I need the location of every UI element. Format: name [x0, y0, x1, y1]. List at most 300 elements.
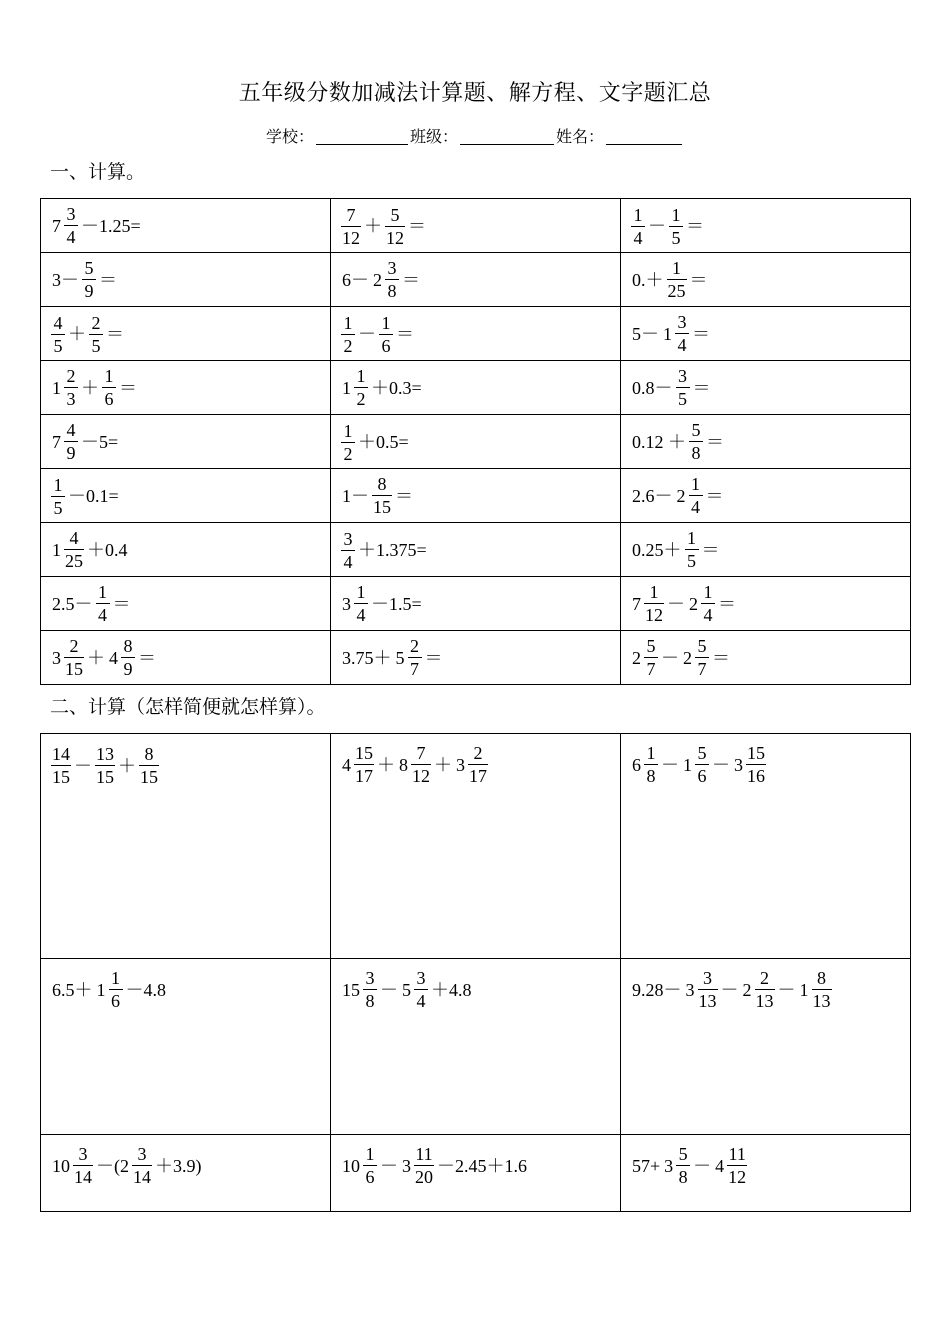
whole-number: 1: [683, 754, 692, 775]
expression-text: －: [693, 1155, 712, 1176]
expression-text: ＝: [99, 269, 117, 290]
math-expression: [340, 206, 428, 247]
table-row: [41, 1135, 911, 1212]
problem-cell[interactable]: [621, 631, 911, 685]
section1-heading: 一、计算。: [50, 162, 146, 183]
expression-text: 9.28－: [632, 979, 682, 1000]
denominator: 16: [747, 766, 765, 786]
math-expression: [50, 637, 158, 678]
denominator: 5: [685, 549, 699, 570]
math-expression: [340, 475, 415, 516]
math-expression: [630, 637, 732, 678]
whole-number: 1: [96, 979, 106, 1000]
denominator: 12: [728, 1167, 747, 1187]
numerator: 5: [84, 258, 94, 278]
table-row: [41, 734, 911, 959]
expression-text: －: [661, 647, 679, 668]
denominator: 9: [82, 279, 96, 300]
expression-text: ＝: [408, 216, 426, 236]
fraction: [64, 367, 78, 408]
expression-text: －2.45＋1.6: [437, 1155, 527, 1176]
whole-number: 1: [52, 377, 61, 398]
numerator: 3: [66, 204, 76, 224]
fraction: [727, 1145, 747, 1186]
numerator: 3: [387, 258, 397, 278]
numerator: 8: [144, 744, 154, 764]
denominator: 2: [341, 442, 355, 463]
table-row: [41, 415, 911, 469]
denominator: 12: [342, 227, 360, 248]
denominator: 8: [644, 764, 658, 785]
problem-cell[interactable]: [331, 199, 621, 253]
numerator: 1: [356, 582, 366, 602]
fraction: [95, 745, 115, 786]
expression-text: 0.8－: [632, 377, 673, 398]
whole-number: 1: [663, 323, 672, 344]
fraction: [385, 259, 399, 300]
fraction: [64, 529, 84, 570]
math-expression: [340, 259, 422, 300]
denominator: 25: [667, 281, 686, 301]
problem-cell[interactable]: [331, 361, 621, 415]
numerator: 1: [98, 582, 107, 602]
denominator: 8: [689, 441, 703, 462]
numerator: 1: [691, 474, 700, 494]
problem-cell[interactable]: [331, 1135, 621, 1212]
numerator: 1: [671, 204, 681, 225]
fraction: [698, 969, 718, 1010]
fraction: [675, 313, 689, 354]
math-expression: [50, 367, 139, 408]
expression-text: ＋: [364, 216, 382, 236]
fraction: [82, 259, 96, 300]
numerator: 7: [416, 743, 426, 763]
numerator: 1: [649, 582, 659, 602]
whole-number: 3: [52, 647, 61, 668]
fraction: [341, 422, 355, 463]
denominator: 4: [354, 603, 368, 624]
whole-number: 4: [715, 1155, 725, 1176]
problem-cell[interactable]: [331, 469, 621, 523]
numerator: 2: [69, 636, 79, 656]
whole-number: 3: [402, 1155, 411, 1176]
denominator: 17: [469, 766, 487, 786]
denominator: 2: [354, 387, 368, 408]
denominator: 8: [385, 279, 399, 300]
denominator: 6: [379, 334, 393, 355]
denominator: 5: [676, 387, 690, 408]
problem-cell[interactable]: [41, 1135, 331, 1212]
expression-text: －: [380, 1155, 398, 1176]
fraction: [354, 744, 374, 785]
math-expression: [50, 1145, 204, 1186]
numerator: 2: [410, 636, 419, 656]
expression-text: ＝: [686, 216, 704, 236]
numerator: 3: [416, 968, 426, 988]
whole-number: 2: [683, 647, 692, 668]
numerator: 5: [691, 420, 701, 440]
problem-cell[interactable]: [41, 415, 331, 469]
whole-number: 5: [395, 647, 405, 668]
expression-text: ＋0.3=: [371, 377, 422, 398]
expression-text: －1.25=: [81, 215, 141, 236]
problem-cell[interactable]: [41, 959, 331, 1135]
problem-cell[interactable]: [621, 307, 911, 361]
class-label: 班级：: [409, 129, 458, 146]
whole-number: 7: [52, 431, 61, 452]
expression-text: 5－: [632, 323, 659, 344]
calc-table: [40, 198, 911, 685]
denominator: 15: [52, 767, 70, 787]
whole-number: 1: [799, 979, 809, 1000]
numerator: 3: [703, 968, 712, 988]
math-expression: [630, 529, 722, 570]
expression-text: －: [667, 593, 685, 614]
denominator: 20: [415, 1167, 433, 1187]
problem-cell[interactable]: [621, 199, 911, 253]
expression-text: 1－: [342, 485, 369, 506]
expression-text: ＝: [395, 485, 413, 506]
expression-text: －0.1=: [68, 486, 119, 506]
denominator: 12: [645, 605, 663, 625]
problem-cell[interactable]: [41, 307, 331, 361]
problem-cell[interactable]: [331, 523, 621, 577]
math-expression: [630, 421, 726, 462]
fraction: [64, 421, 78, 462]
math-expression: [50, 314, 126, 355]
fraction: [411, 744, 431, 785]
denominator: 7: [695, 657, 709, 678]
math-expression: [340, 530, 429, 571]
numerator: 1: [646, 743, 656, 763]
fraction: [341, 206, 361, 247]
whole-number: 3: [456, 754, 465, 775]
fraction: [379, 314, 393, 355]
expression-text: －1.5=: [371, 593, 422, 614]
table-row: [41, 577, 911, 631]
numerator: 1: [687, 528, 696, 548]
numerator: 5: [697, 636, 707, 656]
denominator: 3: [64, 387, 78, 408]
denominator: 15: [96, 767, 114, 787]
fraction: [689, 421, 703, 462]
fraction: [132, 1145, 152, 1186]
expression-text: ＝: [701, 539, 720, 560]
whole-number: 15: [342, 979, 360, 1000]
whole-number: 3: [734, 754, 743, 775]
fraction: [408, 637, 422, 678]
fraction: [372, 475, 392, 516]
whole-number: 3: [342, 593, 351, 614]
fraction: [669, 206, 683, 247]
math-expression: [630, 206, 706, 247]
math-expression: [340, 422, 411, 463]
whole-number: 3: [664, 1155, 674, 1176]
expression-text: ＋: [87, 647, 105, 668]
fraction: [64, 637, 84, 678]
denominator: 13: [698, 991, 717, 1011]
page-title: 五年级分数加减法计算题、解方程、文字题汇总: [238, 80, 712, 105]
denominator: 15: [65, 659, 83, 679]
denominator: 12: [386, 227, 404, 248]
denominator: 14: [133, 1167, 151, 1187]
school-blank[interactable]: [316, 126, 408, 145]
math-expression: [340, 969, 474, 1010]
problem-cell[interactable]: [621, 734, 911, 959]
whole-number: 2: [742, 979, 752, 1000]
name-blank[interactable]: [606, 126, 682, 145]
numerator: 1: [53, 474, 63, 495]
denominator: 14: [74, 1167, 92, 1187]
fraction: [644, 583, 664, 624]
problem-cell[interactable]: [621, 1135, 911, 1212]
fraction: [746, 744, 766, 785]
math-expression: [340, 314, 416, 355]
math-expression: [630, 259, 710, 300]
numerator: 5: [390, 204, 400, 225]
denominator: 5: [51, 334, 65, 355]
math-expression: [50, 259, 119, 300]
denominator: 4: [414, 989, 428, 1010]
expression-text: ＝: [689, 269, 708, 290]
problem-cell[interactable]: [331, 415, 621, 469]
fraction: [64, 205, 78, 246]
denominator: 13: [755, 991, 774, 1011]
denominator: 5: [51, 496, 65, 517]
denominator: 4: [631, 226, 645, 247]
problem-cell[interactable]: [331, 307, 621, 361]
denominator: 13: [812, 991, 831, 1011]
numerator: 3: [343, 528, 353, 549]
denominator: 4: [341, 550, 355, 571]
numerator: 13: [96, 744, 114, 764]
fraction: [676, 1145, 690, 1186]
math-expression: [340, 583, 424, 624]
fraction: [689, 475, 703, 516]
math-expression: [50, 421, 120, 462]
problem-cell[interactable]: [621, 523, 911, 577]
problem-cell[interactable]: [41, 734, 331, 959]
numerator: 7: [346, 204, 356, 225]
fraction: [685, 529, 699, 570]
fraction: [812, 969, 832, 1010]
expression-text: －: [661, 754, 679, 775]
problem-cell[interactable]: [331, 734, 621, 959]
expression-text: ＝: [402, 269, 420, 290]
math-expression: [630, 583, 738, 624]
expression-text: ＋: [81, 377, 99, 398]
table-row: [41, 631, 911, 685]
numerator: 1: [381, 312, 391, 333]
expression-text: ＝: [692, 377, 711, 398]
fraction: [354, 367, 368, 408]
fraction: [631, 206, 645, 247]
problem-cell[interactable]: [621, 959, 911, 1135]
expression-text: ＋0.5=: [358, 432, 409, 452]
whole-number: 5: [402, 979, 411, 1000]
expression-text: ＝: [424, 647, 443, 668]
math-expression: [340, 744, 489, 785]
numerator: 1: [356, 366, 366, 386]
math-expression: [50, 583, 133, 624]
numerator: 2: [91, 312, 101, 333]
denominator: 9: [121, 657, 135, 678]
denominator: 15: [140, 767, 158, 787]
whole-number: 2: [373, 269, 382, 290]
problem-cell[interactable]: [331, 959, 621, 1135]
problem-cell[interactable]: [41, 469, 331, 523]
expression-text: －: [777, 979, 796, 1000]
denominator: 6: [363, 1165, 377, 1186]
denominator: 8: [363, 989, 377, 1010]
fraction: [109, 969, 123, 1010]
whole-number: 1: [52, 539, 61, 560]
fraction: [363, 1145, 377, 1186]
section2-heading: 二、计算（怎样简便就怎样算）。: [50, 697, 326, 718]
denominator: 17: [355, 766, 373, 786]
numerator: 8: [377, 474, 387, 494]
expression-text: ＋1.375=: [358, 540, 427, 560]
expression-text: 0.＋: [632, 269, 664, 290]
table-row: [41, 959, 911, 1135]
expression-text: －: [380, 979, 398, 1000]
fraction: [468, 744, 488, 785]
expression-text: ＋3.9): [155, 1155, 202, 1176]
expression-text: ＝: [718, 593, 736, 614]
numerator: 1: [111, 968, 120, 988]
fraction: [51, 314, 65, 355]
fraction: [51, 745, 71, 786]
problem-cell[interactable]: [621, 415, 911, 469]
math-expression: [50, 745, 160, 786]
problem-cell[interactable]: [41, 253, 331, 307]
expression-text: 2.6－: [632, 485, 673, 506]
denominator: 9: [64, 441, 78, 462]
problem-cell[interactable]: [41, 523, 331, 577]
fraction: [121, 637, 135, 678]
numerator: 11: [415, 1144, 433, 1164]
problem-cell[interactable]: [331, 631, 621, 685]
table-row: [41, 307, 911, 361]
expression-text: ＝: [112, 593, 131, 614]
whole-number: 1: [342, 377, 351, 398]
expression-text: 3－: [52, 269, 79, 290]
whole-number: 10: [342, 1155, 360, 1176]
fraction: [695, 637, 709, 678]
student-info-line: [0, 124, 950, 147]
math-expression: [630, 475, 726, 516]
fraction: [341, 530, 355, 571]
expression-text: ＝: [106, 324, 124, 344]
expression-text: 3.75＋: [342, 647, 392, 668]
problem-cell[interactable]: [331, 577, 621, 631]
numerator: 2: [473, 743, 483, 763]
problem-cell[interactable]: [41, 631, 331, 685]
math-expression: [630, 367, 713, 408]
numerator: 14: [52, 744, 70, 764]
whole-number: 2: [676, 485, 686, 506]
numerator: 1: [672, 258, 681, 278]
numerator: 1: [104, 366, 114, 386]
problem-cell[interactable]: [331, 253, 621, 307]
expression-text: ＝: [692, 323, 710, 344]
fraction: [363, 969, 377, 1010]
denominator: 2: [341, 334, 355, 355]
fraction: [667, 259, 687, 300]
expression-text: 57+: [632, 1155, 661, 1176]
numerator: 8: [123, 636, 133, 656]
denominator: 7: [408, 657, 422, 678]
math-expression: [50, 969, 168, 1010]
fraction: [96, 583, 110, 624]
denominator: 25: [65, 551, 83, 571]
denominator: 6: [695, 764, 709, 785]
problem-cell[interactable]: [41, 361, 331, 415]
fraction: [644, 744, 658, 785]
numerator: 2: [760, 968, 769, 988]
class-blank[interactable]: [460, 126, 554, 145]
expression-text: －5=: [81, 431, 119, 452]
school-label: 学校：: [265, 129, 314, 146]
numerator: 15: [747, 743, 765, 763]
whole-number: 7: [52, 215, 61, 236]
math-expression: [50, 529, 130, 570]
numerator: 3: [78, 1144, 88, 1164]
problem-cell[interactable]: [621, 577, 911, 631]
problem-cell[interactable]: [621, 253, 911, 307]
problem-cell[interactable]: [621, 469, 911, 523]
expression-text: ＋: [377, 754, 395, 775]
table-row: [41, 523, 911, 577]
denominator: 5: [669, 226, 683, 247]
expression-text: 6－: [342, 269, 369, 290]
math-expression: [340, 637, 445, 678]
numerator: 2: [66, 366, 76, 386]
expression-text: 2.5－: [52, 593, 93, 614]
fraction: [701, 583, 715, 624]
numerator: 3: [677, 312, 687, 332]
math-expression: [630, 969, 833, 1010]
denominator: 8: [676, 1165, 690, 1186]
denominator: 6: [102, 387, 116, 408]
whole-number: 7: [632, 593, 641, 614]
expression-text: 0.25＋: [632, 539, 682, 560]
problem-cell[interactable]: [621, 361, 911, 415]
numerator: 5: [697, 743, 707, 763]
problem-cell[interactable]: [41, 199, 331, 253]
fraction: [385, 206, 405, 247]
whole-number: 2: [689, 593, 698, 614]
table-row: [41, 469, 911, 523]
expression-text: ＝: [706, 431, 724, 452]
problem-cell[interactable]: [41, 577, 331, 631]
expression-text: ＋: [68, 324, 86, 344]
denominator: 4: [675, 333, 689, 354]
numerator: 4: [53, 312, 63, 333]
numerator: 3: [365, 968, 375, 988]
denominator: 7: [644, 657, 658, 678]
numerator: 4: [69, 528, 79, 548]
expression-text: 0.12 ＋: [632, 431, 686, 452]
expression-text: －: [74, 755, 92, 776]
expression-text: －(2: [96, 1155, 129, 1176]
fraction: [51, 476, 65, 517]
numerator: 5: [678, 1144, 688, 1164]
numerator: 15: [355, 743, 373, 763]
table-row: [41, 199, 911, 253]
whole-number: 4: [342, 754, 351, 775]
expression-text: ＋: [434, 754, 452, 775]
